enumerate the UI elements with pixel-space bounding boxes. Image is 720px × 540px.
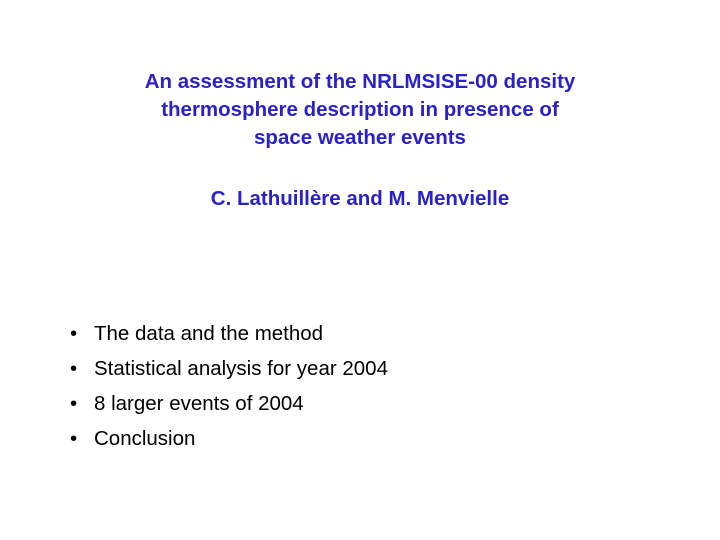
bullet-text: Statistical analysis for year 2004 bbox=[94, 357, 388, 380]
slide-title bbox=[0, 68, 720, 152]
bullet-icon: • bbox=[70, 357, 78, 380]
bullet-icon: • bbox=[70, 427, 78, 450]
bullet-icon: • bbox=[70, 322, 78, 345]
bullet-item bbox=[70, 351, 388, 386]
bullet-text: The data and the method bbox=[94, 322, 324, 345]
authors: C. Lathuillère and M. Menvielle bbox=[210, 187, 510, 210]
title-line-2: thermosphere description in presence of bbox=[161, 98, 559, 121]
title-line-1: An assessment of the NRLMSISE-00 density bbox=[144, 70, 576, 93]
title-line-3: space weather events bbox=[254, 126, 466, 149]
bullet-icon: • bbox=[70, 392, 78, 415]
bullet-text: Conclusion bbox=[94, 427, 196, 450]
bullet-list bbox=[70, 316, 388, 456]
bullet-item bbox=[70, 421, 388, 456]
bullet-text: 8 larger events of 2004 bbox=[94, 392, 304, 415]
bullet-item bbox=[70, 316, 388, 351]
bullet-item bbox=[70, 386, 388, 421]
